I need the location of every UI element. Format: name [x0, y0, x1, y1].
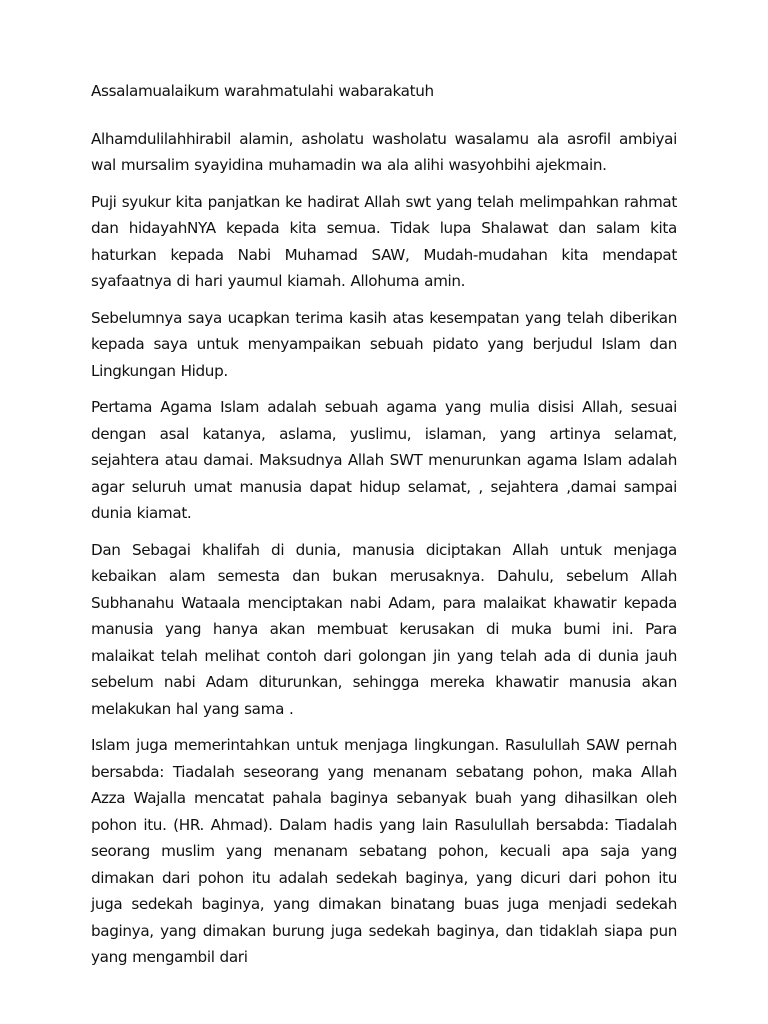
paragraph-opening-prayer: Alhamdulilahhirabil alamin, asholatu washolatu wasalamu ala asrofil ambiyai wal mursalim syayidina muhamadin wa ala alihi wasyohbihi ajekmain.: [91, 129, 677, 174]
greeting-line: Assalamualaikum warahmatulahi wabarakatuh: [91, 82, 434, 100]
paragraph-khalifah: Dan Sebagai khalifah di dunia, manusia diciptakan Allah untuk menjaga kebaikan alam semesta dan bukan merusaknya. Dahulu, sebelum Allah Subhanahu Wataala menciptakan nabi Adam, para malaikat khawatir kepada manusia yang hanya akan membuat kerusakan di muka bumi ini. Para malaikat telah melihat contoh dari golongan jin yang telah ada di dunia jauh sebelum nabi Adam diturunkan, sehingga mereka khawatir manusia akan melakukan hal yang sama .: [91, 540, 677, 718]
paragraph-islam-meaning: Pertama Agama Islam adalah sebuah agama yang mulia disisi Allah, sesuai dengan asal katanya, aslama, yuslimu, islaman, yang artinya selamat, sejahtera atau damai. Maksudnya Allah SWT menurunkan agama Islam adalah agar seluruh umat manusia dapat hidup selamat, , sejahtera ,damai sampai dunia kiamat.: [91, 398, 677, 522]
paragraph-gratitude: Puji syukur kita panjatkan ke hadirat Allah swt yang telah melimpahkan rahmat dan hidayahNYA kepada kita semua. Tidak lupa Shalawat dan salam kita haturkan kepada Nabi Muhamad SAW, Mudah-mudahan kita mendapat syafaatnya di hari yaumul kiamah. Allohuma amin.: [91, 192, 677, 290]
paragraph-environment-hadith: Islam juga memerintahkan untuk menjaga lingkungan. Rasulullah SAW pernah bersabda: Tiadalah seseorang yang menanam sebatang pohon, maka Allah Azza Wajalla mencatat pahala baginya sebanyak buah yang dihasilkan oleh pohon itu. (HR. Ahmad). Dalam hadis yang lain Rasulullah bersabda: Tiadalah seorang muslim yang menanam sebatang pohon, kecuali apa saja yang dimakan dari pohon itu adalah sedekah baginya, yang dicuri dari pohon itu juga sedekah baginya, yang dimakan binatang buas juga menjadi sedekah baginya, yang dimakan burung juga sedekah baginya, dan tidaklah siapa pun yang mengambil dari: [91, 736, 677, 966]
document-body: [91, 78, 677, 981]
paragraph-thanks: Sebelumnya saya ucapkan terima kasih atas kesempatan yang telah diberikan kepada saya untuk menyampaikan sebuah pidato yang berjudul Islam dan Lingkungan Hidup.: [91, 308, 677, 380]
